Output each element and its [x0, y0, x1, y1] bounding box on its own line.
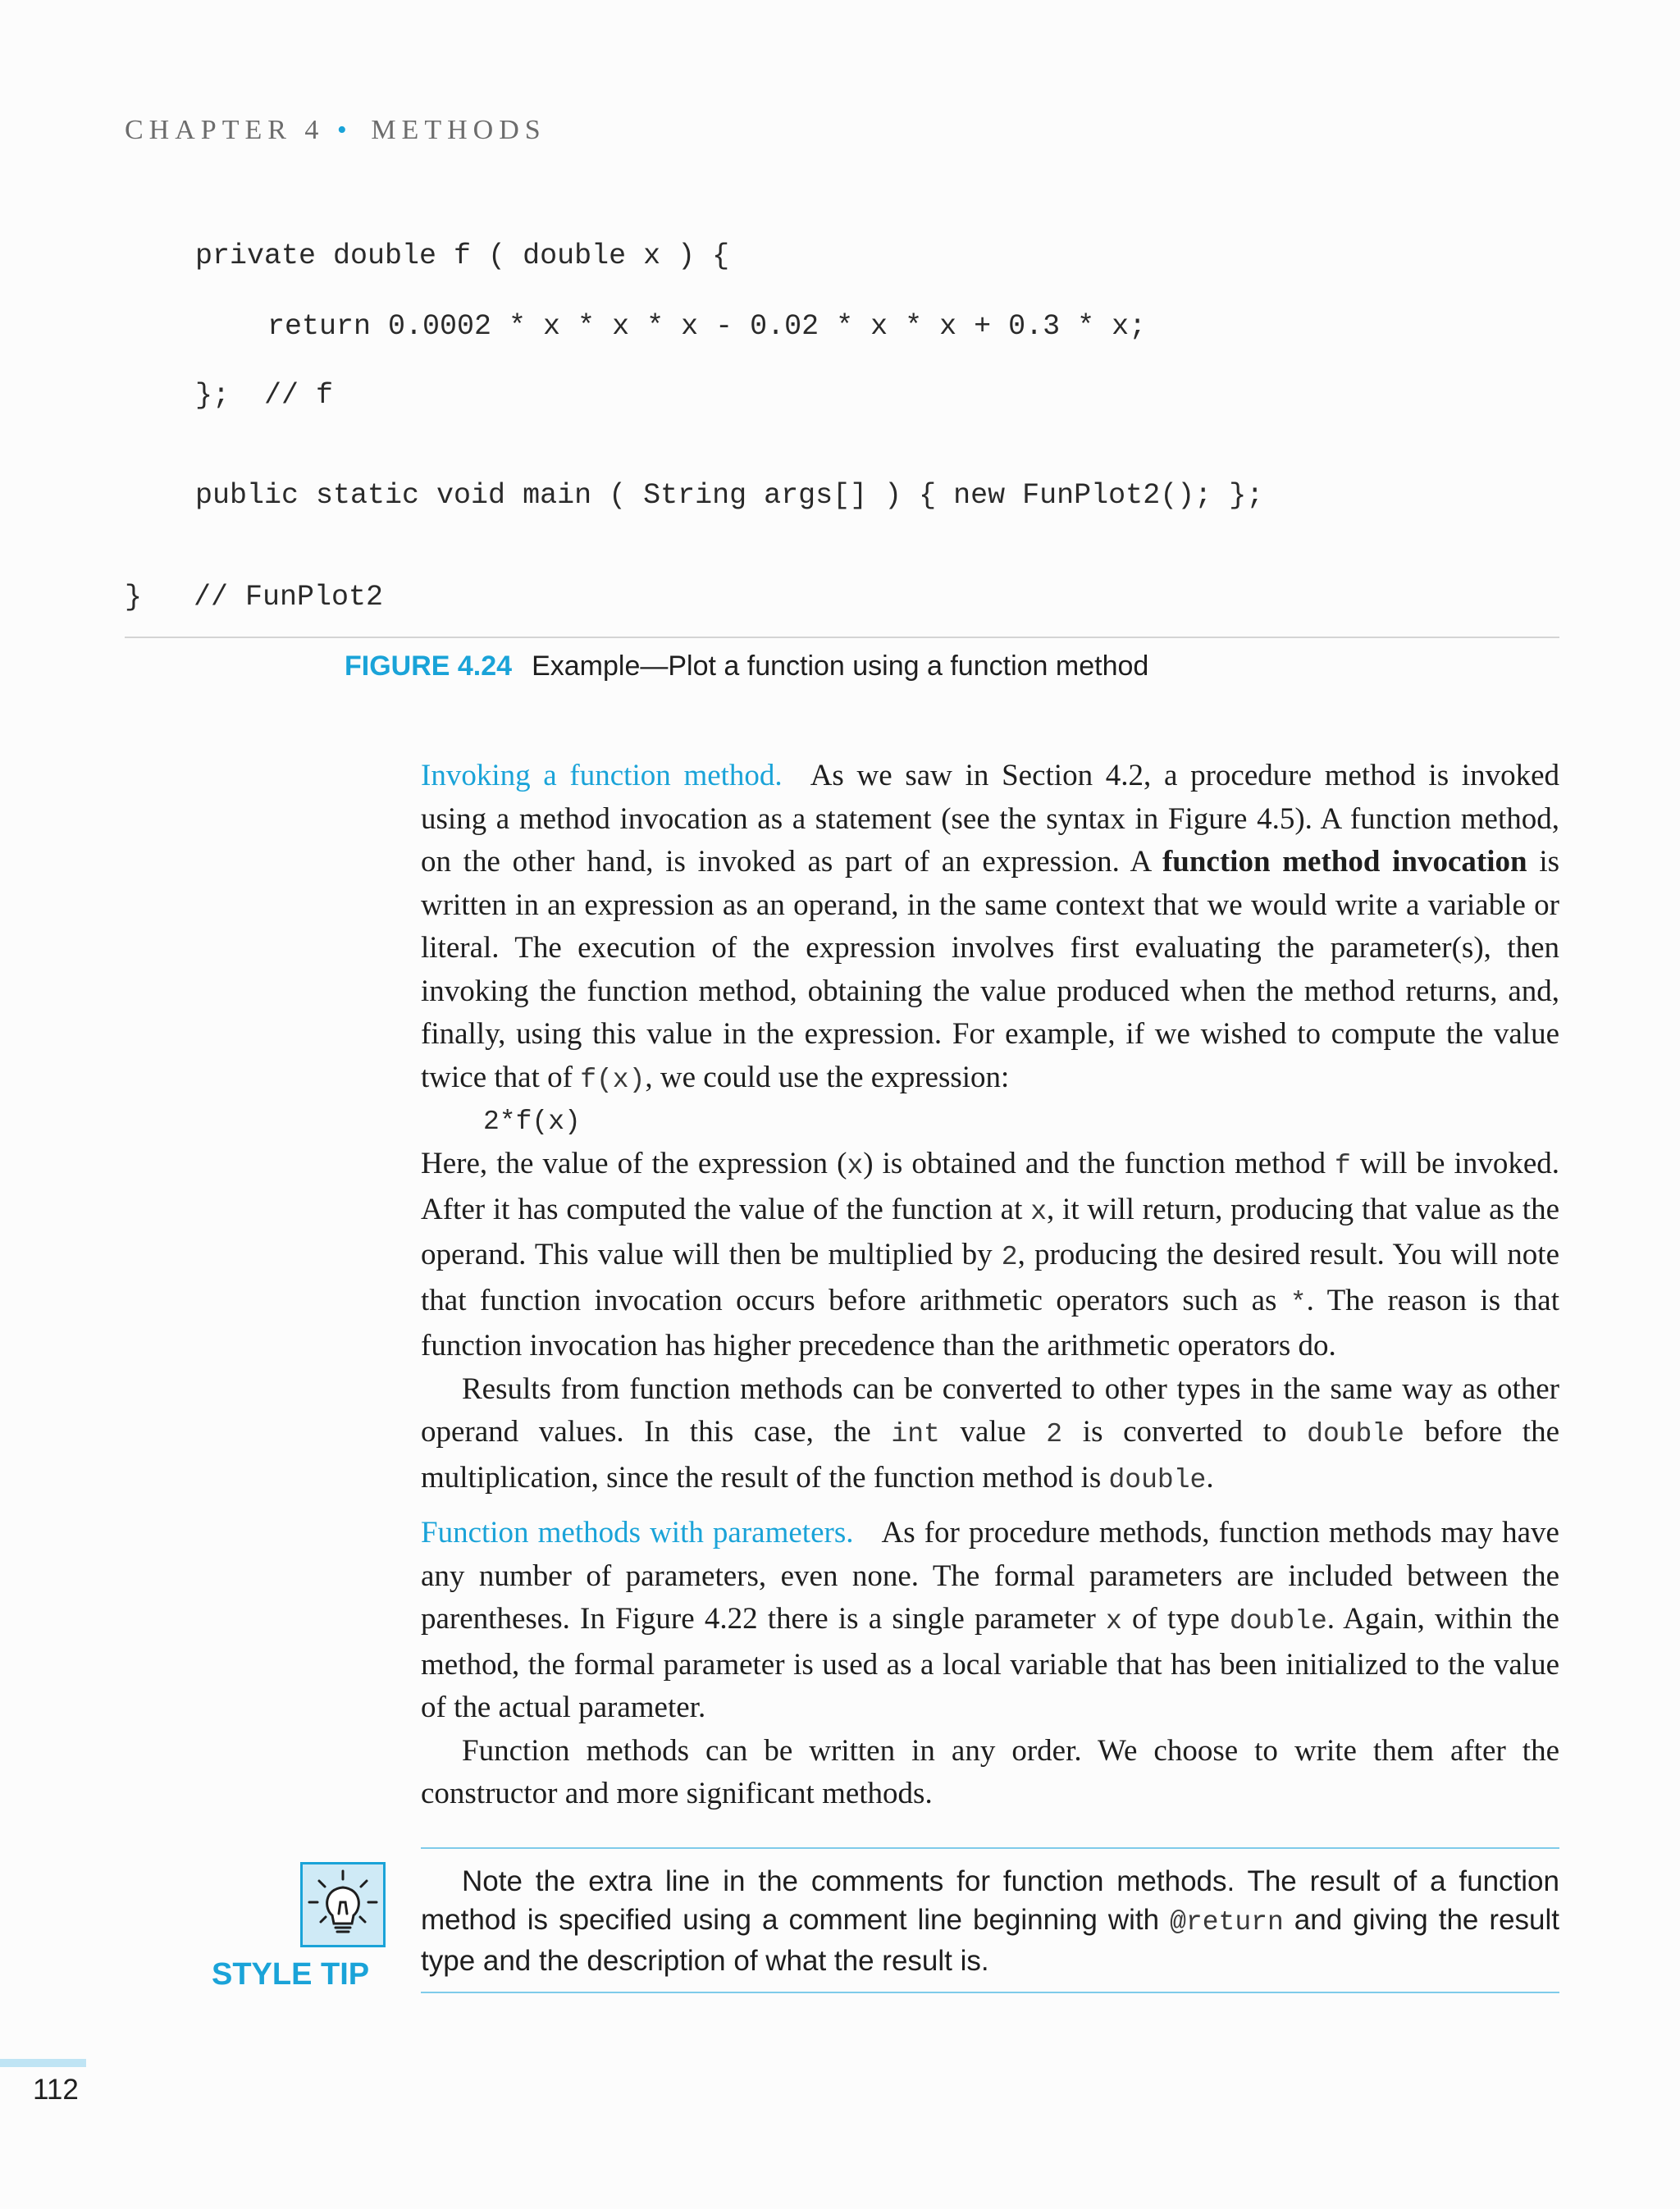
code-line: }; // f — [195, 379, 334, 412]
running-header — [125, 115, 546, 146]
page-number-tab — [0, 2059, 86, 2067]
header-bullet: • — [336, 115, 347, 145]
inline-code: 2 — [1001, 1242, 1018, 1272]
code-line: return 0.0002 * x * x * x - 0.02 * x * x + 0.3 * x; — [267, 310, 1147, 343]
inline-code: int — [891, 1419, 940, 1449]
section-invoking-function-method — [421, 755, 1559, 1502]
chapter-label: CHAPTER 4 — [125, 115, 325, 145]
style-tip-top-rule — [421, 1847, 1559, 1849]
code-expression: 2*f(x) — [483, 1107, 581, 1137]
inline-code: double — [1229, 1606, 1327, 1636]
inline-code: 2 — [1046, 1419, 1063, 1449]
figure-caption — [345, 650, 1148, 682]
code-line: private double f ( double x ) { — [195, 240, 730, 272]
inline-code: * — [1290, 1287, 1307, 1318]
inline-code: double — [1307, 1419, 1404, 1449]
paragraph: Invoking a function method. As we saw in Section 4.2, a procedure method is invoked using a method invocation as a statement (see the syntax in Figure 4.5). A function method, on the other hand, is invoked as part of an expression. A function method invocation is written in an expression as an operand, in the same context that we would write a variable or literal. The execution of the expression involves first evaluating the parameter(s), then invoking the function method, obtaining the value produced when the method returns, and, finally, using this value in the expression. For example, if we wished to compute the value twice that of f(x), we could use the expression: — [421, 759, 1560, 1095]
run-in-heading: Function methods with parameters. — [421, 1516, 854, 1549]
figure-label: FIGURE 4.24 — [345, 650, 513, 682]
inline-code: x — [1106, 1606, 1122, 1636]
bold-term: function method invocation — [1162, 845, 1527, 879]
inline-code: x — [847, 1151, 864, 1181]
figure-caption-text: Example—Plot a function using a function method — [532, 650, 1149, 682]
inline-code: @return — [1170, 1907, 1284, 1937]
paragraph: Function methods with parameters. As for procedure methods, function methods may have any number of parameters, even none. The formal parameters are included between the parentheses. In Figure 4.22 there is a single parameter x of type double. Again, within the method, the formal parameter is used as a local variable that has been initialized to the value of the actual parameter. — [421, 1516, 1559, 1724]
paragraph: Here, the value of the expression (x) is obtained and the function method f will be invoked. After it has computed the value of the function at x, it will return, producing that value as the operand. This value will then be multiplied by 2, producing the desired result. You will note that function invocation occurs before arithmetic operators such as *. The reason is that function invocation has higher precedence than the arithmetic operators do. — [421, 1147, 1560, 1362]
lightbulb-icon — [300, 1862, 386, 1947]
inline-code: double — [1108, 1464, 1207, 1495]
code-line: public static void main ( String args[] ) { new FunPlot2(); }; — [195, 479, 1264, 512]
inline-code: f — [1335, 1151, 1351, 1181]
style-tip-bottom-rule — [421, 1992, 1559, 1993]
figure-divider — [125, 637, 1559, 638]
inline-code: f(x) — [580, 1064, 646, 1095]
style-tip-label: STYLE TIP — [212, 1957, 370, 1992]
paragraph: Results from function methods can be converted to other types in the same way as other operand values. In this case, the int value 2 is converted to double before the multiplication, since the result of the function method is double. — [421, 1371, 1560, 1495]
inline-code: x — [1030, 1196, 1047, 1227]
run-in-heading: Invoking a function method. — [421, 759, 783, 792]
page-number: 112 — [33, 2074, 79, 2106]
chapter-title: METHODS — [371, 115, 546, 145]
code-line: } // FunPlot2 — [125, 581, 384, 614]
paragraph: Function methods can be written in any order. We choose to write them after the constructor and more significant methods. — [421, 1733, 1559, 1810]
section-function-methods-parameters — [421, 1512, 1559, 1816]
style-tip-text: Note the extra line in the comments for function methods. The result of a function method is specified using a comment line beginning with @return and giving the result type and the description of what the result is. — [421, 1865, 1559, 1977]
